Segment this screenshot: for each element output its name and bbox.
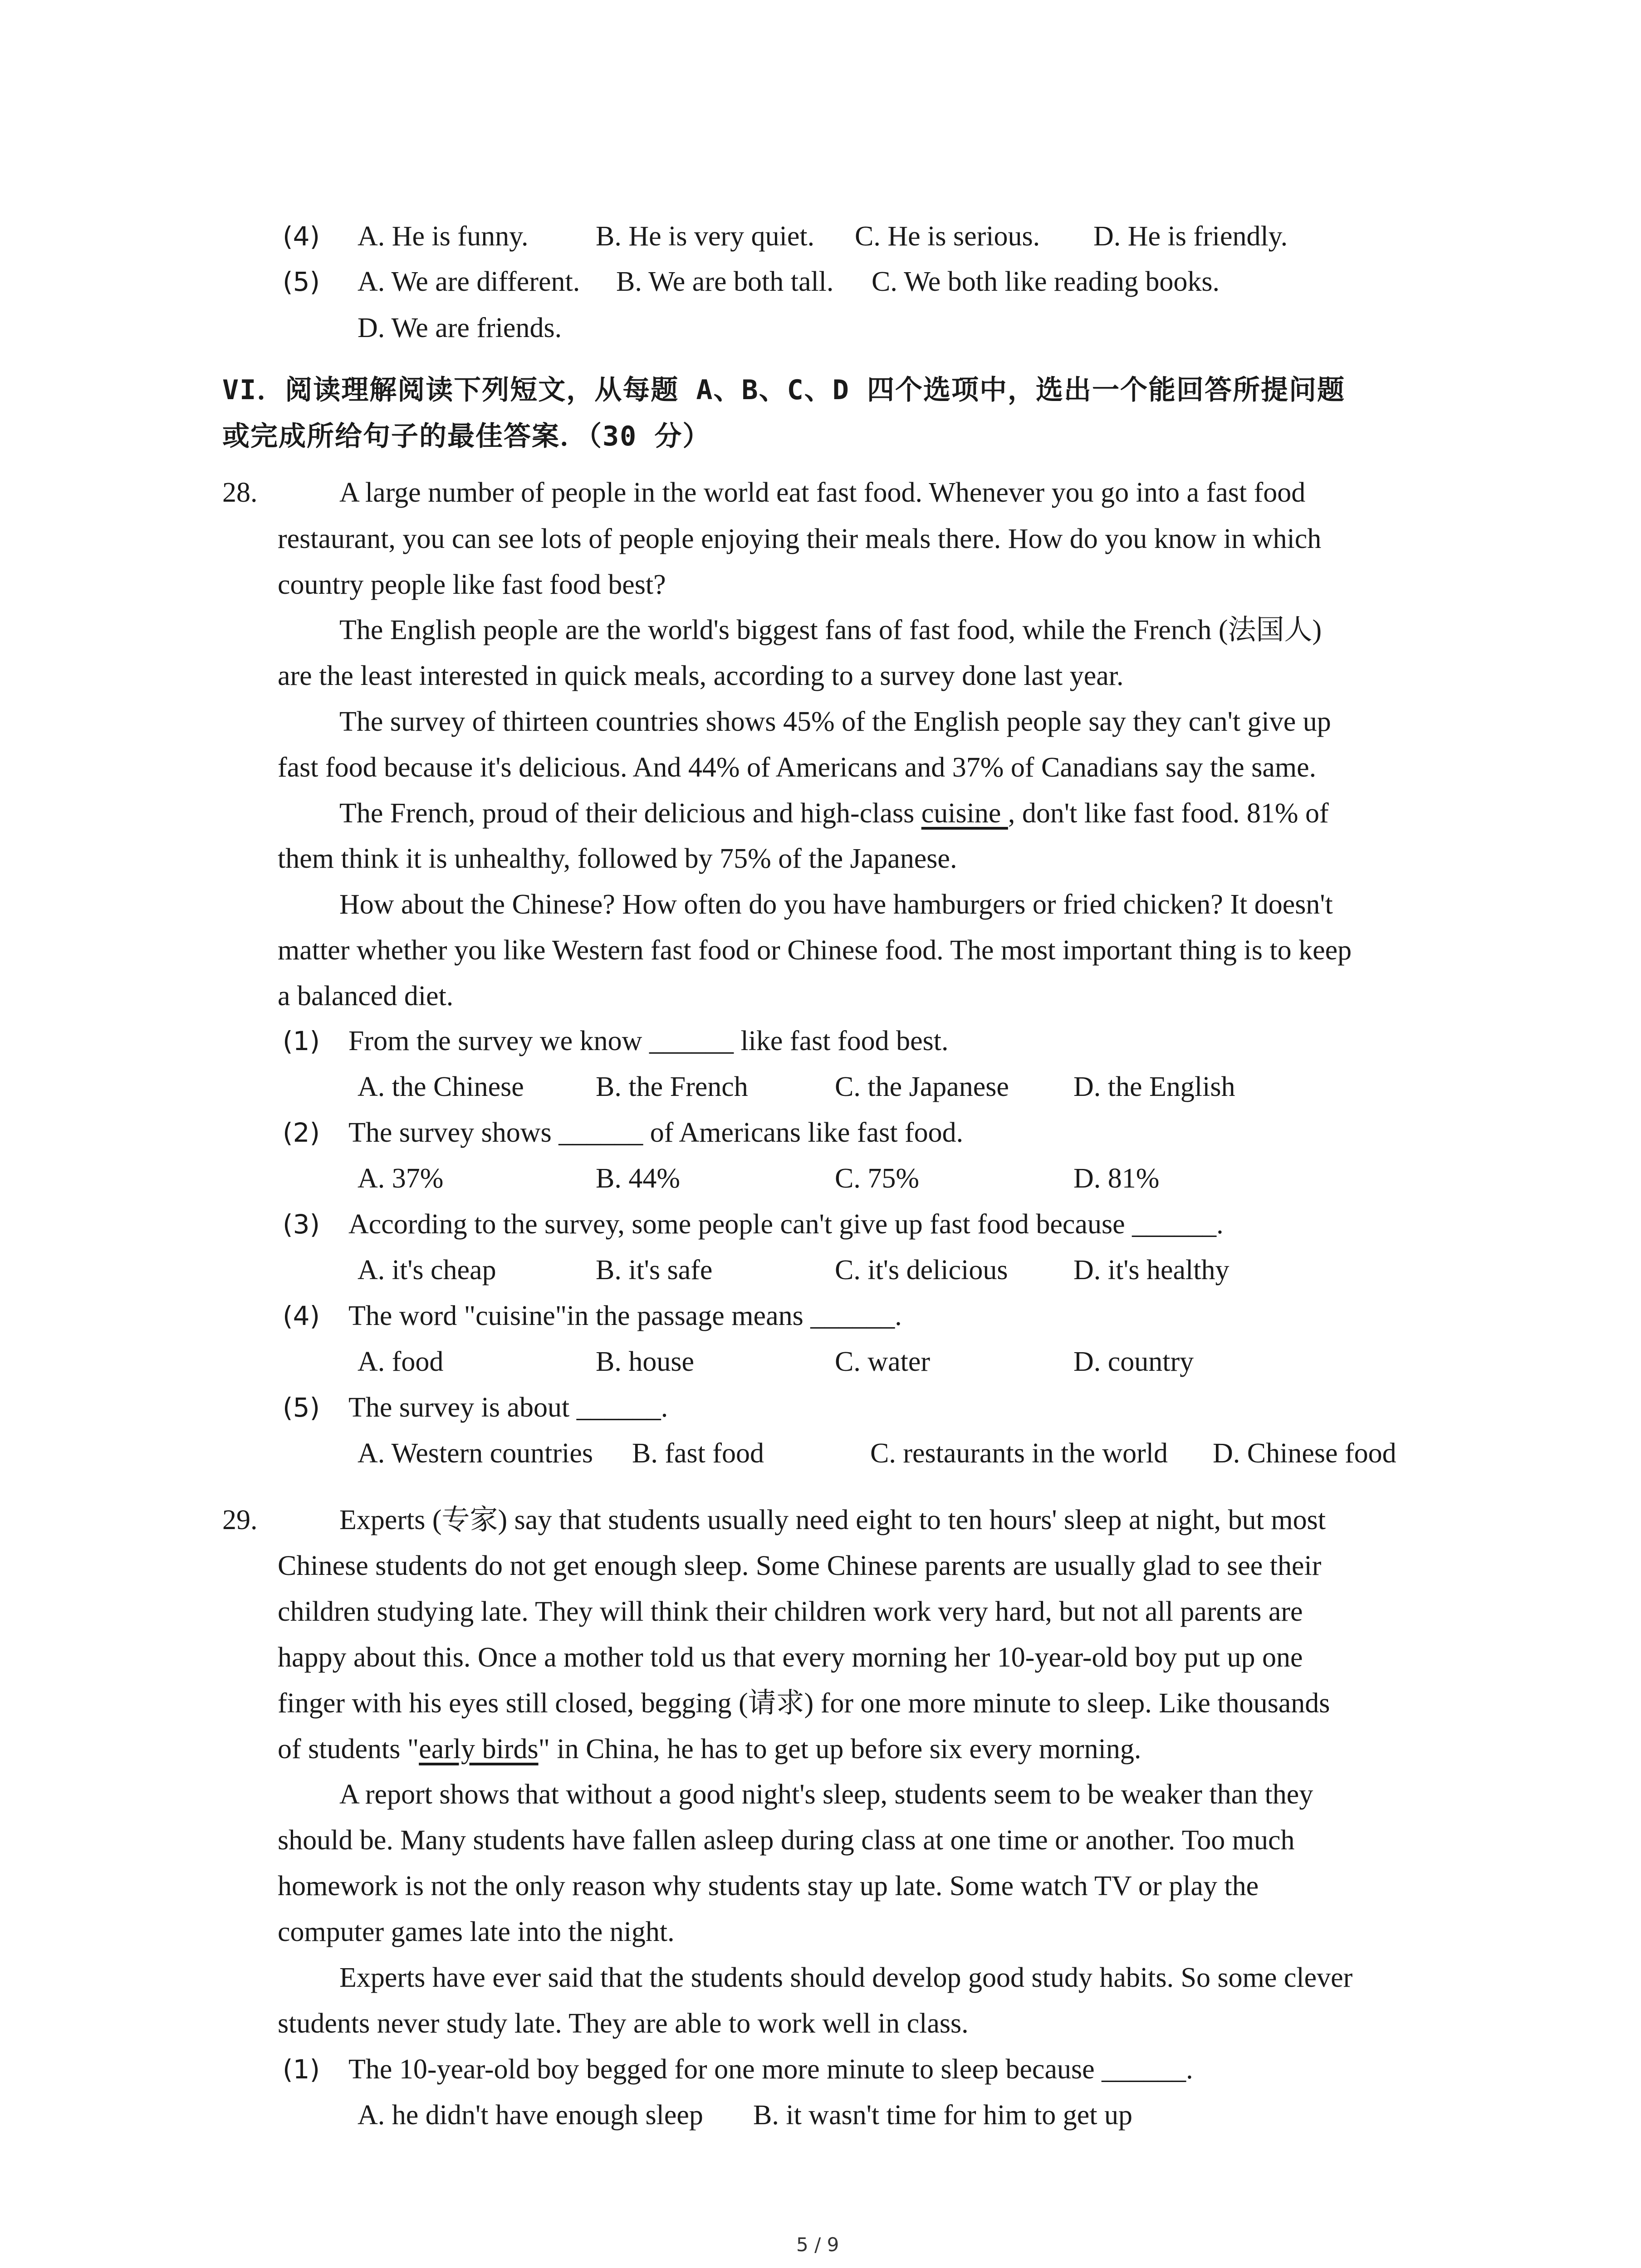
q28-4-option-b: B. house: [596, 1346, 694, 1377]
q29-1-option-b: B. it wasn't time for him to get up: [753, 2100, 1133, 2131]
prev-q4-option-d: D. He is friendly.: [1093, 221, 1288, 252]
q28-2-stem: The survey shows ______ of Americans like fast food.: [348, 1117, 964, 1148]
prev-q5-number: (5): [283, 266, 320, 297]
passage-29-line: happy about this. Once a mother told us that every morning her 10-year-old boy put up one: [278, 1642, 1303, 1673]
passage-28-line: are the least interested in quick meals, according to a survey done last year.: [278, 660, 1124, 691]
passage-29-line: should be. Many students have fallen asleep during class at one time or another. Too much: [278, 1825, 1295, 1856]
q28-5-stem: The survey is about ______.: [348, 1392, 668, 1423]
q28-1-option-a: A. the Chinese: [358, 1071, 524, 1102]
passage-28-line: restaurant, you can see lots of people enjoying their meals there. How do you know in which: [278, 523, 1322, 554]
passage-29-line: children studying late. They will think their children work very hard, but not all parents are: [278, 1596, 1303, 1627]
passage-28-line: them think it is unhealthy, followed by 75% of the Japanese.: [278, 843, 957, 874]
q28-4-stem: The word "cuisine"in the passage means ______.: [348, 1300, 902, 1331]
passage-29-line: homework is not the only reason why students stay up late. Some watch TV or play the: [278, 1871, 1259, 1901]
q28-2-option-a: A. 37%: [358, 1163, 444, 1194]
passage-29-line: Experts (专家) say that students usually need eight to ten hours' sleep at night, but most: [339, 1505, 1326, 1535]
underlined-phrase-early-birds: early birds: [419, 1734, 539, 1765]
q28-1-option-c: C. the Japanese: [835, 1071, 1009, 1102]
page-number: 5 / 9: [796, 2234, 839, 2256]
passage-29-number: 29.: [222, 1505, 258, 1535]
q28-5-option-d: D. Chinese food: [1213, 1438, 1396, 1469]
q28-2-number: (2): [283, 1117, 320, 1148]
q28-5-option-b: B. fast food: [632, 1438, 764, 1469]
q28-2-option-d: D. 81%: [1073, 1163, 1160, 1194]
q28-5-option-c: C. restaurants in the world: [870, 1438, 1168, 1469]
q28-1-option-d: D. the English: [1073, 1071, 1235, 1102]
q28-1-option-b: B. the French: [596, 1071, 748, 1102]
prev-q4-number: (4): [283, 221, 320, 252]
passage-29-line: students never study late. They are able to work well in class.: [278, 2008, 969, 2039]
q28-5-option-a: A. Western countries: [358, 1438, 593, 1469]
passage-29-line: [278, 1735, 1141, 1763]
prev-q4-option-b: B. He is very quiet.: [596, 221, 815, 252]
q28-3-option-c: C. it's delicious: [835, 1255, 1008, 1286]
q28-3-option-b: B. it's safe: [596, 1255, 713, 1286]
passage-28-line: fast food because it's delicious. And 44% of Americans and 37% of Canadians say the same.: [278, 752, 1317, 783]
passage-28-text: , don't like fast food. 81% of: [1008, 798, 1329, 829]
prev-q5-option-c: C. We both like reading books.: [872, 266, 1220, 297]
prev-q5-option-d: D. We are friends.: [358, 313, 562, 343]
passage-28-line: The English people are the world's biggest fans of fast food, while the French (法国人): [339, 615, 1322, 645]
q29-1-option-a: A. he didn't have enough sleep: [358, 2100, 703, 2131]
q28-2-option-b: B. 44%: [596, 1163, 680, 1194]
passage-29-line: computer games late into the night.: [278, 1916, 675, 1947]
passage-29-text: of students ": [278, 1734, 419, 1765]
passage-28-line: country people like fast food best?: [278, 569, 666, 600]
q28-4-number: (4): [283, 1300, 320, 1331]
prev-q5-option-a: A. We are different.: [358, 266, 580, 297]
q28-5-number: (5): [283, 1392, 320, 1423]
q28-3-stem: According to the survey, some people can't give up fast food because ______.: [348, 1209, 1224, 1240]
passage-28-line: a balanced diet.: [278, 981, 454, 1012]
q28-4-option-c: C. water: [835, 1346, 931, 1377]
q28-4-option-a: A. food: [358, 1346, 444, 1377]
passage-29-text: " in China, he has to get up before six every morning.: [538, 1734, 1141, 1765]
passage-29-line: A report shows that without a good night's sleep, students seem to be weaker than they: [339, 1779, 1313, 1810]
q28-3-option-a: A. it's cheap: [358, 1255, 496, 1286]
passage-28-line: The survey of thirteen countries shows 45% of the English people say they can't give up: [339, 706, 1331, 737]
prev-q5-option-b: B. We are both tall.: [616, 266, 834, 297]
passage-28-line: [339, 799, 1329, 827]
q29-1-stem: The 10-year-old boy begged for one more minute to sleep because ______.: [348, 2054, 1193, 2085]
q28-1-number: (1): [283, 1026, 320, 1056]
q28-4-option-d: D. country: [1073, 1346, 1194, 1377]
q28-1-stem: From the survey we know ______ like fast food best.: [348, 1026, 949, 1056]
passage-29-line: Experts have ever said that the students should develop good study habits. So some clever: [339, 1962, 1353, 1993]
passage-29-line: finger with his eyes still closed, begging (请求) for one more minute to sleep. Like thousands: [278, 1688, 1330, 1719]
passage-28-number: 28.: [222, 477, 258, 508]
passage-28-line: A large number of people in the world eat fast food. Whenever you go into a fast food: [339, 477, 1306, 508]
passage-28-text: The French, proud of their delicious and high-class: [339, 798, 921, 829]
underlined-word-cuisine: cuisine: [921, 798, 1008, 829]
prev-q4-option-a: A. He is funny.: [358, 221, 529, 252]
section-heading-line-2: 或完成所给句子的最佳答案．（30 分）: [222, 420, 711, 452]
prev-q4-option-c: C. He is serious.: [855, 221, 1040, 252]
q28-3-number: (3): [283, 1209, 320, 1240]
passage-29-line: Chinese students do not get enough sleep. Some Chinese parents are usually glad to see their: [278, 1550, 1322, 1581]
q28-2-option-c: C. 75%: [835, 1163, 919, 1194]
passage-28-line: matter whether you like Western fast food or Chinese food. The most important thing is to keep: [278, 935, 1352, 966]
passage-28-line: How about the Chinese? How often do you have hamburgers or fried chicken? It doesn't: [339, 889, 1333, 920]
section-heading-line-1: VI．阅读理解阅读下列短文，从每题 A、B、C、D 四个选项中，选出一个能回答所提问题: [222, 374, 1345, 406]
q28-3-option-d: D. it's healthy: [1073, 1255, 1230, 1286]
q29-1-number: (1): [283, 2054, 320, 2085]
